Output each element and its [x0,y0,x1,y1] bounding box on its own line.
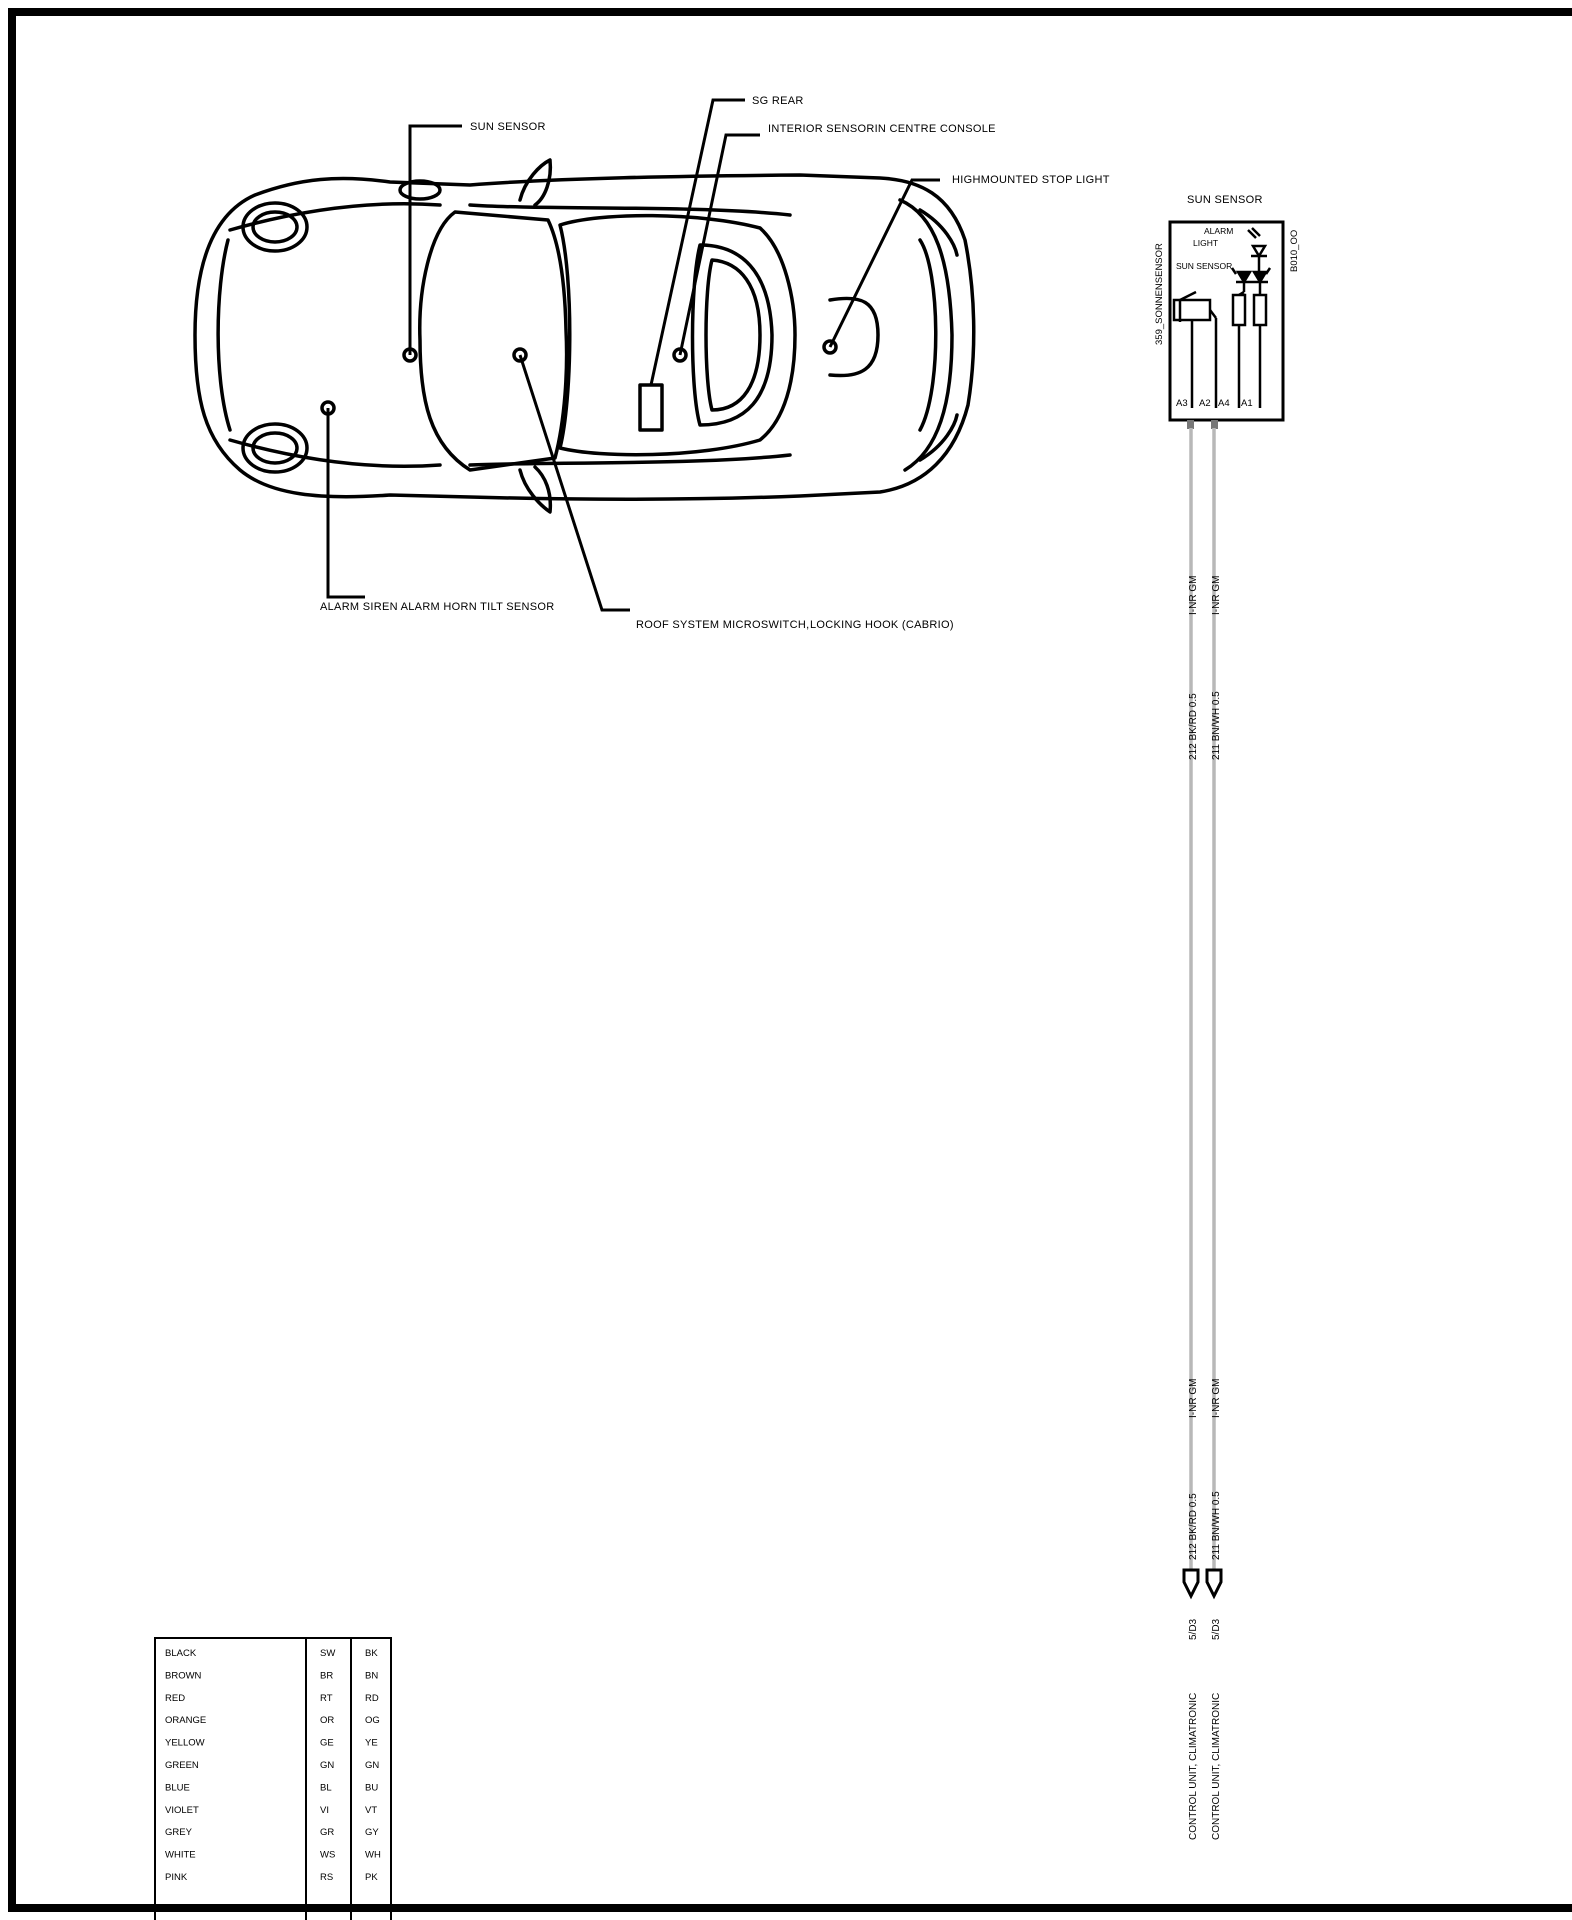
legend-code-de: GN [320,1760,335,1771]
legend-code-de: BR [320,1670,334,1682]
leader-alarm-siren [328,408,365,597]
component-side-label: 359_SONNENSENSOR [1154,243,1165,345]
legend-colour-name: VIOLET [165,1804,199,1816]
legend-code-de: WS [320,1849,336,1861]
legend-code-en: GN [365,1760,380,1771]
label-stop-light: HIGHMOUNTED STOP LIGHT [952,174,1110,186]
legend-code-en: WH [365,1849,381,1861]
legend-code-en: BN [365,1670,379,1682]
legend-colour-name: BLACK [165,1648,197,1659]
wire-2-destination: CONTROL UNIT, CLIMATRONIC [1211,1692,1222,1840]
legend-code-de: RS [320,1872,334,1883]
label-alarm-siren: ALARM SIREN ALARM HORN TILT SENSOR [320,601,555,613]
legend-code-en: YE [365,1737,378,1749]
legend-colour-name: RED [165,1692,186,1704]
pin-a4: A4 [1218,398,1230,409]
label-locking-hook: LOCKING HOOK (CABRIO) [810,619,954,631]
pin-a1: A1 [1241,398,1253,409]
wire-2-spec-bottom: 211 BN/WH 0.5 [1211,1491,1222,1560]
legend-code-en: BU [365,1782,379,1794]
legend-code-en: GY [365,1827,379,1839]
leader-sg-rear [651,100,745,385]
sensor-element [1174,292,1216,408]
wire-2-tag-top: I-NR GM [1211,575,1222,615]
resistor-symbols [1233,292,1266,408]
legend-colour-name: YELLOW [165,1737,205,1749]
wire-1-arrow [1184,1570,1198,1596]
legend-code-en: PK [365,1872,378,1883]
legend-code-en: OG [365,1715,380,1727]
wire-2-spec-top: 211 BN/WH 0.5 [1211,691,1222,760]
legend-code-de: GR [320,1827,335,1839]
legend-code-de: GE [320,1737,334,1749]
wire-1-tag-bottom: I-NR GM [1188,1378,1199,1418]
label-roof-system: ROOF SYSTEM MICROSWITCH, [636,619,810,631]
sun-sensor-inner-label: SUN SENSOR [1176,261,1233,271]
component-title: SUN SENSOR [1187,194,1263,206]
leader-stop-light [830,180,940,347]
legend-colour-name: PINK [165,1872,188,1883]
pin-a3: A3 [1176,398,1188,409]
sun-sensor-component [1154,222,1300,429]
legend-code-de: BL [320,1782,332,1794]
legend-colour-name: BROWN [165,1670,202,1682]
wire-1-tag-top: I-NR GM [1188,575,1199,615]
legend-colour-name: ORANGE [165,1715,207,1727]
legend-colour-name: WHITE [165,1849,196,1861]
wire-2-connector: 5/D3 [1211,1618,1222,1640]
component-code: B010_OO [1289,229,1300,272]
legend-code-en: RD [365,1692,379,1704]
wire-2-arrow [1207,1570,1221,1596]
led-symbols [1232,228,1270,292]
legend-colour-name: GREEN [165,1760,199,1771]
label-sg-rear: SG REAR [752,95,804,107]
legend-colour-name: BLUE [165,1782,190,1794]
wire-1-connector: 5/D3 [1188,1618,1199,1640]
legend-code-de: RT [320,1692,333,1704]
leader-roof-system [520,355,630,610]
light-label: LIGHT [1193,238,1219,248]
legend-code-de: SW [320,1648,336,1659]
colour-legend [155,1638,391,1920]
label-interior-sensor: INTERIOR SENSORIN CENTRE CONSOLE [768,123,996,135]
legend-code-en: BK [365,1648,378,1659]
sg-rear-box [640,385,662,430]
pin-a2: A2 [1199,398,1211,409]
wire-1-destination: CONTROL UNIT, CLIMATRONIC [1188,1692,1199,1840]
wire-1 [1184,428,1199,1840]
wire-1-spec-bottom: 212 BK/RD 0.5 [1188,1493,1199,1560]
legend-code-de: VI [320,1804,329,1816]
alarm-label: ALARM [1204,226,1234,236]
wire-1-spec-top: 212 BK/RD 0.5 [1188,693,1199,760]
wire-2 [1207,428,1222,1840]
wire-2-tag-bottom: I-NR GM [1211,1378,1222,1418]
legend-code-en: VT [365,1804,378,1816]
car-top-view [195,160,974,512]
label-sun-sensor: SUN SENSOR [470,121,546,133]
legend-code-de: OR [320,1715,335,1727]
legend-colour-name: GREY [165,1827,192,1839]
